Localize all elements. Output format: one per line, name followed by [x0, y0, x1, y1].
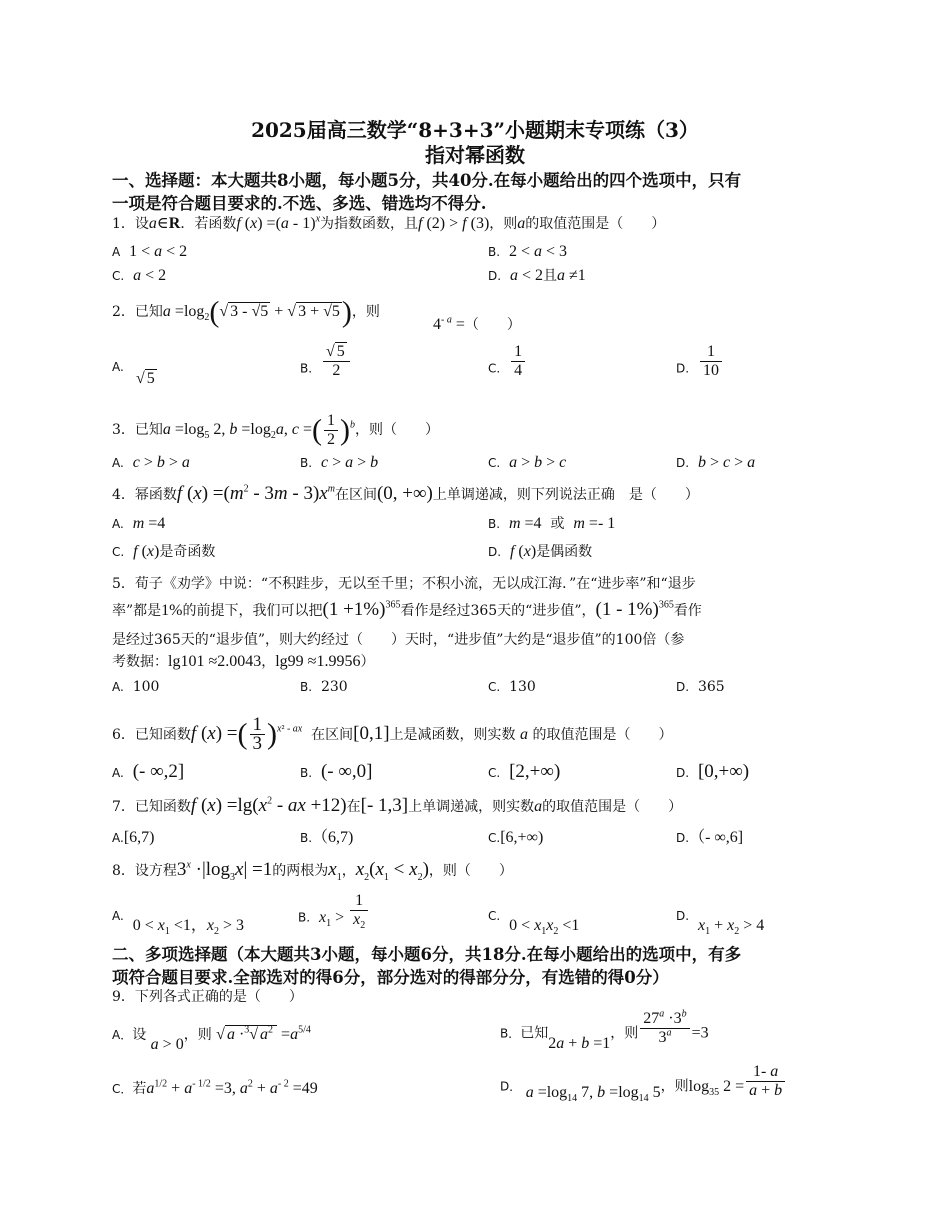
q6-option-a[interactable]: A. (- ∞,2] [112, 761, 185, 782]
q4-option-b[interactable]: B. m =4 或 m =- 1 [488, 515, 616, 532]
question-9: 9．下列各式正确的是（ ） [112, 989, 303, 1005]
q2-option-a[interactable]: A. [112, 360, 124, 374]
question-5-line-3: 是经过365天的“退步值”，则大约经过（ ）天时，“进步值”大约是“退步值”的100倍（参 [112, 632, 685, 648]
q8-option-a[interactable]: A. $0 < x_1 <1$，$x_2 > 3$ [112, 909, 245, 938]
question-8: 8．设方程$3^x \cdot|\log_3x| =1$的两根为$x_1$，$x_2(x_1 < x_2)$，则（ ） [112, 859, 513, 883]
question-5-line-4: 考数据：lg101 ≈2.0043，lg99 ≈1.9956） [112, 653, 375, 670]
question-2: 2．已知$a =\log_2(√$ 3 - √5 + √ 3 + √5)，则 [112, 295, 380, 329]
question-5-line-1: 5．荀子《劝学》中说：“不积跬步，无以至千里；不积小流，无以成江海．”在“进步率”和“退步 [112, 576, 696, 592]
question-6: 6．已知函数f (x) =( $\frac{1}{3}$ )$^{x^2 - ax}$ 在区间[0,1]上是减函数，则实数 a 的取值范围是（ ） [112, 714, 673, 754]
q2-option-a-value: √ 5 [136, 370, 155, 387]
question-7: 7．已知函数f $(x) =\lg(x^2$ - ax +12)在[- 1,3]上单调递减，则实数a的取值范围是（ ） [112, 795, 683, 816]
page-title: 2025届高三数学“8+3+3”小题期末专项练（3） [251, 118, 699, 142]
q7-option-b[interactable]: B.（6,7) [300, 829, 354, 846]
q8-option-d[interactable]: D. $x_1 + x_2 > 4$ [676, 909, 765, 938]
q2-option-c[interactable]: C. $\frac{1}{4}$ [488, 357, 527, 380]
q5-option-b[interactable]: B. 230 [300, 679, 348, 695]
q1-option-c[interactable]: C. a < 2 [112, 267, 167, 284]
q3-option-c[interactable]: C. a > b > c [488, 454, 567, 471]
q3-option-a[interactable]: A. c > b > a [112, 454, 190, 471]
question-1: 1．设a∈R．若函数f (x) =(a - 1)$^x$为指数函数，且f (2) > f (3)，则a的取值范围是（ ） [112, 213, 666, 232]
q4-option-d[interactable]: D. f (x)是偶函数 [488, 543, 593, 560]
q3-option-b[interactable]: B. c > a > b [300, 454, 379, 471]
q5-option-a[interactable]: A. 100 [112, 679, 160, 695]
q9-option-d[interactable]: D． $a =\log_{14}$ 7, $b =\log_{14}$ 5，则$\log_{35} 2$ = $\frac{1- a}{a + b}$ [500, 1073, 787, 1100]
q7-option-d[interactable]: D.（- ∞,6] [676, 829, 744, 846]
page-subtitle: 指对幂函数 [425, 143, 525, 167]
question-3: 3．已知$a =\log_5$ 2, $b =\log_2a$, c =( $\frac{1}{2}$ )$^b$，则（ ） [112, 412, 439, 448]
q4-option-c[interactable]: C. f (x)是奇函数 [112, 543, 216, 560]
q8-option-b[interactable]: B. $x_1$ > $\frac{1}{x_2}$ [298, 906, 370, 929]
q6-option-b[interactable]: B. (- ∞,0] [300, 761, 373, 782]
q6-option-d[interactable]: D. [0,+∞) [676, 761, 750, 782]
q5-option-d[interactable]: D. 365 [676, 679, 725, 695]
q2-option-d[interactable]: D. $\frac{1}{10}$ [676, 357, 724, 380]
q1-option-b[interactable]: B. 2 < a < 3 [488, 243, 568, 260]
question-2-expression: $4^{- a}$ =（ ） [433, 314, 521, 333]
q5-option-c[interactable]: C. 130 [488, 679, 536, 695]
q9-option-c[interactable]: C．若$a^{1/2} + a^{- 1/2} =3$, $a^2 + a^{- 2} =49$ [112, 1078, 318, 1097]
q4-option-a[interactable]: A. m =4 [112, 515, 166, 532]
q9-option-a[interactable]: A．设 a > 0，则 √ a ·$^3$√ $a^2 =a^{5/4}$ [112, 1024, 311, 1053]
q2-option-b[interactable]: B. $\frac{√ 5}{2}$ [300, 357, 352, 380]
q1-option-d[interactable]: D. a < 2且a ≠1 [488, 267, 586, 284]
q6-option-c[interactable]: C. [2,+∞) [488, 761, 561, 782]
section-heading-2: 二、多项选择题（本大题共3小题，每小题6分，共18分.在每小题给出的选项中，有多 项符合题目要求.全部选对的得6分，部分选对的得部分分，有选错的得0分） [112, 945, 742, 987]
q3-option-d[interactable]: D. b > c > a [676, 454, 756, 471]
q1-option-a[interactable]: A 1 < a < 2 [112, 243, 188, 260]
question-5-line-2: 率”都是1%的前提下，我们可以把$(1 +1\%)^{365}$看作是经过365天的“进步值”，(1 - 1%)$^{365}$看作 [112, 599, 702, 620]
section-heading-1: 一、选择题：本大题共8小题，每小题5分，共40分.在每小题给出的四个选项中，只有 一项是符合题目要求的.不选、多选、错选均不得分. [112, 171, 742, 213]
q7-option-c[interactable]: C.[6,+∞) [488, 829, 544, 846]
q9-option-b[interactable]: B．已知2a + b =1，则 $\frac{27^a \cdot 3^b}{3^a}$ =3 [500, 1008, 709, 1052]
question-4: 4．幂函数f $(x) =(m^2 - 3m - 3)x^m$在区间(0, +∞)上单调递减，则下列说法正确 是（ ） [112, 483, 699, 504]
q7-option-a[interactable]: A.[6,7) [112, 829, 155, 846]
q8-option-c[interactable]: C. $0 < x_1x_2 <1$ [488, 909, 580, 938]
